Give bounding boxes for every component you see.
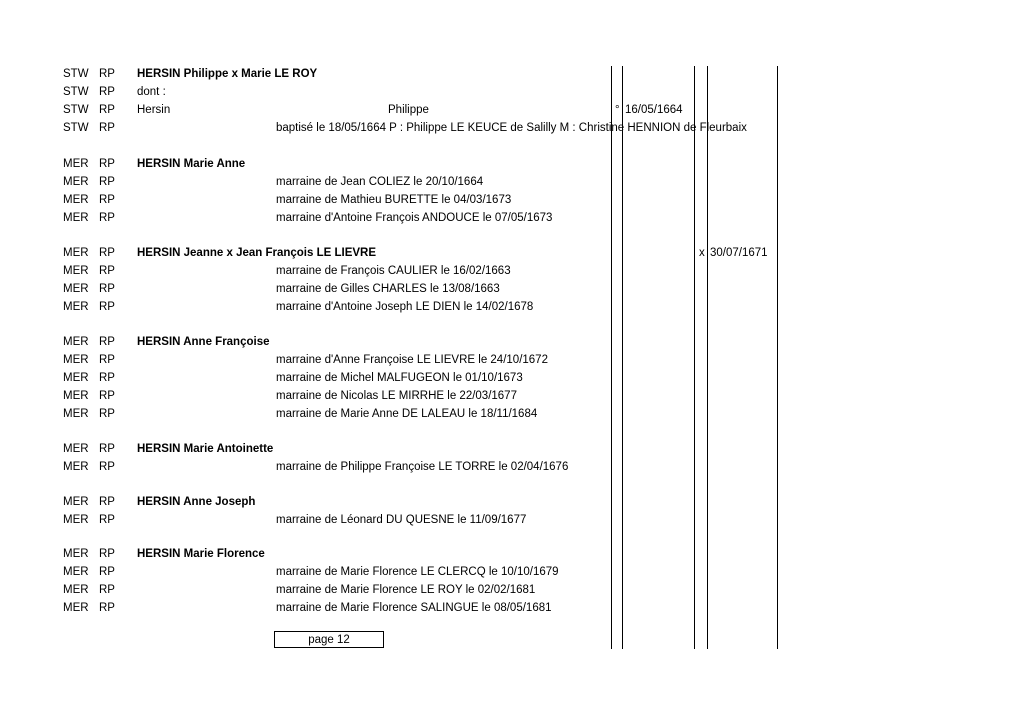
register-code: RP bbox=[99, 283, 115, 295]
source-code: MER bbox=[63, 514, 89, 526]
person-heading: HERSIN Anne Joseph bbox=[137, 496, 256, 508]
marriage-symbol: x bbox=[699, 247, 705, 259]
entry-text: Hersin bbox=[137, 104, 171, 116]
record-detail: marraine de Mathieu BURETTE le 04/03/1673 bbox=[276, 194, 512, 206]
source-code: MER bbox=[63, 566, 89, 578]
source-code: MER bbox=[63, 265, 89, 277]
source-code: STW bbox=[63, 68, 89, 80]
marriage-date: 30/07/1671 bbox=[710, 247, 768, 259]
source-code: MER bbox=[63, 158, 89, 170]
record-detail: marraine de Léonard DU QUESNE le 11/09/1677 bbox=[276, 514, 527, 526]
person-heading: HERSIN Marie Florence bbox=[137, 548, 265, 560]
record-detail: marraine de Marie Florence LE CLERCQ le 10/10/1679 bbox=[276, 566, 559, 578]
register-code: RP bbox=[99, 86, 115, 98]
source-code: MER bbox=[63, 176, 89, 188]
register-code: RP bbox=[99, 68, 115, 80]
page-number: page 12 bbox=[308, 634, 350, 646]
register-code: RP bbox=[99, 354, 115, 366]
record-detail: marraine de Marie Anne DE LALEAU le 18/11/1684 bbox=[276, 408, 538, 420]
register-code: RP bbox=[99, 176, 115, 188]
register-code: RP bbox=[99, 336, 115, 348]
source-code: MER bbox=[63, 584, 89, 596]
birth-date: 16/05/1664 bbox=[625, 104, 683, 116]
record-detail: marraine de Gilles CHARLES le 13/08/1663 bbox=[276, 283, 500, 295]
record-detail: marraine de Jean COLIEZ le 20/10/1664 bbox=[276, 176, 484, 188]
register-code: RP bbox=[99, 548, 115, 560]
register-code: RP bbox=[99, 212, 115, 224]
source-code: MER bbox=[63, 336, 89, 348]
source-code: MER bbox=[63, 354, 89, 366]
person-heading: HERSIN Anne Françoise bbox=[137, 336, 270, 348]
source-code: MER bbox=[63, 548, 89, 560]
person-heading: HERSIN Marie Anne bbox=[137, 158, 246, 170]
source-code: MER bbox=[63, 247, 89, 259]
record-detail: marraine de Marie Florence LE ROY le 02/02/1681 bbox=[276, 584, 536, 596]
source-code: MER bbox=[63, 212, 89, 224]
record-detail: marraine de François CAULIER le 16/02/1663 bbox=[276, 265, 511, 277]
record-detail: marraine d'Antoine François ANDOUCE le 07/05/1673 bbox=[276, 212, 553, 224]
register-code: RP bbox=[99, 122, 115, 134]
register-code: RP bbox=[99, 158, 115, 170]
record-detail: marraine de Marie Florence SALINGUE le 08/05/1681 bbox=[276, 602, 552, 614]
person-heading: HERSIN Jeanne x Jean François LE LIEVRE bbox=[137, 247, 377, 259]
register-code: RP bbox=[99, 194, 115, 206]
record-detail: marraine d'Anne Françoise LE LIEVRE le 24/10/1672 bbox=[276, 354, 548, 366]
entry-text: dont : bbox=[137, 86, 166, 98]
register-code: RP bbox=[99, 104, 115, 116]
column-rule bbox=[611, 66, 612, 649]
register-code: RP bbox=[99, 566, 115, 578]
source-code: MER bbox=[63, 390, 89, 402]
source-code: MER bbox=[63, 301, 89, 313]
record-detail: marraine de Nicolas LE MIRRHE le 22/03/1677 bbox=[276, 390, 517, 402]
source-code: MER bbox=[63, 602, 89, 614]
source-code: MER bbox=[63, 496, 89, 508]
record-detail: marraine d'Antoine Joseph LE DIEN le 14/02/1678 bbox=[276, 301, 534, 313]
source-code: STW bbox=[63, 86, 89, 98]
column-rule bbox=[622, 66, 623, 649]
column-rule bbox=[777, 66, 778, 649]
source-code: MER bbox=[63, 283, 89, 295]
source-code: STW bbox=[63, 122, 89, 134]
register-code: RP bbox=[99, 390, 115, 402]
register-code: RP bbox=[99, 514, 115, 526]
record-detail: baptisé le 18/05/1664 P : Philippe LE KEUCE de Salilly M : Christine HENNION de Fleurbaix bbox=[276, 122, 747, 134]
source-code: MER bbox=[63, 461, 89, 473]
person-heading: HERSIN Philippe x Marie LE ROY bbox=[137, 68, 318, 80]
source-code: MER bbox=[63, 372, 89, 384]
register-code: RP bbox=[99, 461, 115, 473]
page-number-box bbox=[274, 631, 384, 648]
register-code: RP bbox=[99, 247, 115, 259]
person-heading: HERSIN Marie Antoinette bbox=[137, 443, 274, 455]
register-code: RP bbox=[99, 301, 115, 313]
record-detail: marraine de Philippe Françoise LE TORRE le 02/04/1676 bbox=[276, 461, 569, 473]
register-code: RP bbox=[99, 265, 115, 277]
register-code: RP bbox=[99, 443, 115, 455]
register-code: RP bbox=[99, 584, 115, 596]
register-code: RP bbox=[99, 372, 115, 384]
register-code: RP bbox=[99, 408, 115, 420]
column-rule bbox=[694, 66, 695, 649]
first-name: Philippe bbox=[388, 104, 429, 116]
record-detail: marraine de Michel MALFUGEON le 01/10/1673 bbox=[276, 372, 523, 384]
birth-symbol: ° bbox=[615, 104, 620, 116]
column-rule bbox=[707, 66, 708, 649]
source-code: MER bbox=[63, 408, 89, 420]
source-code: MER bbox=[63, 194, 89, 206]
source-code: MER bbox=[63, 443, 89, 455]
register-code: RP bbox=[99, 496, 115, 508]
source-code: STW bbox=[63, 104, 89, 116]
register-code: RP bbox=[99, 602, 115, 614]
